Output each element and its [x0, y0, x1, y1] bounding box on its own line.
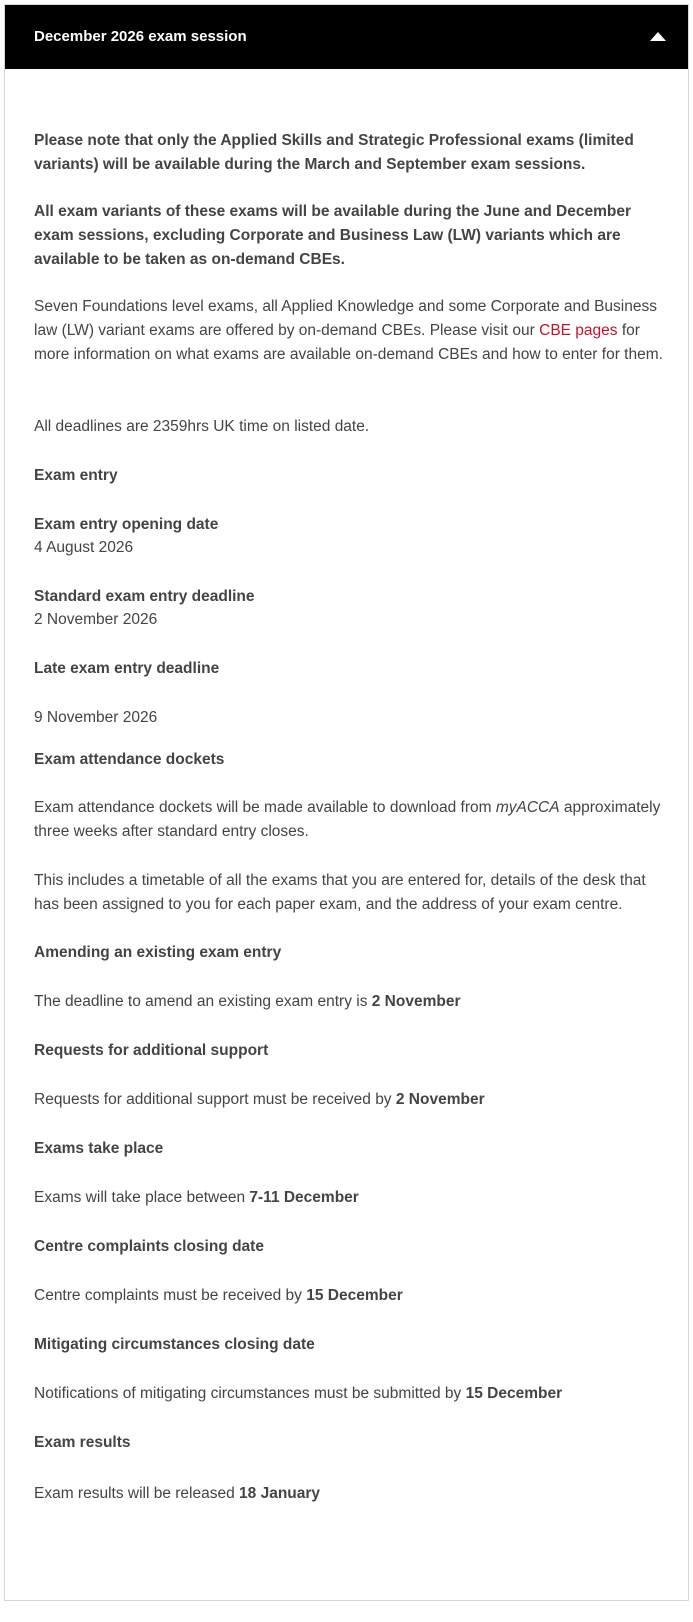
late-deadline-label: Late exam entry deadline — [34, 660, 220, 677]
cbe-text-before: Seven Foundations level exams, all Applied Knowledge and some Corporate and Business law (LW) variant exams are offered by on-demand CBEs. Please visit our — [34, 298, 657, 339]
complaints-text: Centre complaints must be received by — [34, 1287, 307, 1304]
complaints-heading: Centre complaints closing date — [34, 1238, 264, 1255]
amend-date: 2 November — [371, 993, 461, 1010]
results-heading: Exam results — [34, 1434, 131, 1451]
results-text: Exam results will be released — [34, 1485, 240, 1502]
mitigating-heading: Mitigating circumstances closing date — [34, 1336, 315, 1353]
opening-date-value: 4 August 2026 — [34, 539, 134, 556]
support-heading: Requests for additional support — [34, 1042, 269, 1059]
myacca-text: myACCA — [495, 799, 560, 816]
standard-deadline-value: 2 November 2026 — [34, 611, 158, 628]
timetable-paragraph: This includes a timetable of all the exams that you are entered for, details of the desk that has been assigned to you for each paper exam, and the address of your exam centre. — [34, 872, 646, 913]
deadlines-note: All deadlines are 2359hrs UK time on listed date. — [34, 418, 370, 435]
mitigating-text: Notifications of mitigating circumstances must be submitted by — [34, 1385, 466, 1402]
exams-paragraph — [34, 1186, 674, 1210]
amend-heading: Amending an existing exam entry — [34, 944, 282, 961]
dockets-heading: Exam attendance dockets — [34, 751, 225, 768]
note-limited-variants: Please note that only the Applied Skills and Strategic Professional exams (limited variants) will be available during the March and September exam sessions. — [34, 132, 634, 173]
exam-session-accordion — [4, 4, 689, 1601]
dockets-text-before: Exam attendance dockets will be made available to download from — [34, 799, 496, 816]
cbe-pages-link[interactable]: CBE pages — [539, 322, 618, 339]
results-paragraph — [34, 1482, 674, 1506]
support-date: 2 November — [395, 1091, 485, 1108]
standard-deadline-label: Standard exam entry deadline — [34, 588, 255, 605]
late-deadline-value: 9 November 2026 — [34, 709, 158, 726]
amend-text: The deadline to amend an existing exam entry is — [34, 993, 372, 1010]
amend-paragraph — [34, 990, 674, 1014]
exams-text: Exams will take place between — [34, 1189, 250, 1206]
complaints-date: 15 December — [306, 1287, 403, 1304]
exams-heading: Exams take place — [34, 1140, 164, 1157]
caret-up-icon[interactable] — [650, 32, 666, 41]
mitigating-paragraph — [34, 1382, 674, 1406]
exam-entry-heading: Exam entry — [34, 467, 118, 484]
results-date: 18 January — [239, 1485, 321, 1502]
note-all-variants: All exam variants of these exams will be available during the June and December exam sessions, excluding Corporate and Business Law (LW) variants which are available to be taken as on-demand CBEs. — [34, 203, 631, 268]
support-text: Requests for additional support must be received by — [34, 1091, 396, 1108]
exams-dates: 7-11 December — [249, 1189, 359, 1206]
opening-date-label: Exam entry opening date — [34, 516, 219, 533]
mitigating-date: 15 December — [465, 1385, 563, 1402]
dockets-text-after: approximately three weeks after standard entry closes. — [34, 799, 661, 840]
cbe-text-after: for more information on what exams are available on-demand CBEs and how to enter for them. — [34, 322, 663, 363]
support-paragraph — [34, 1088, 674, 1112]
accordion-header[interactable] — [5, 5, 688, 69]
cbe-paragraph — [34, 295, 674, 367]
dockets-paragraph — [34, 796, 674, 844]
complaints-paragraph — [34, 1284, 674, 1308]
accordion-title: December 2026 exam session — [34, 28, 247, 45]
